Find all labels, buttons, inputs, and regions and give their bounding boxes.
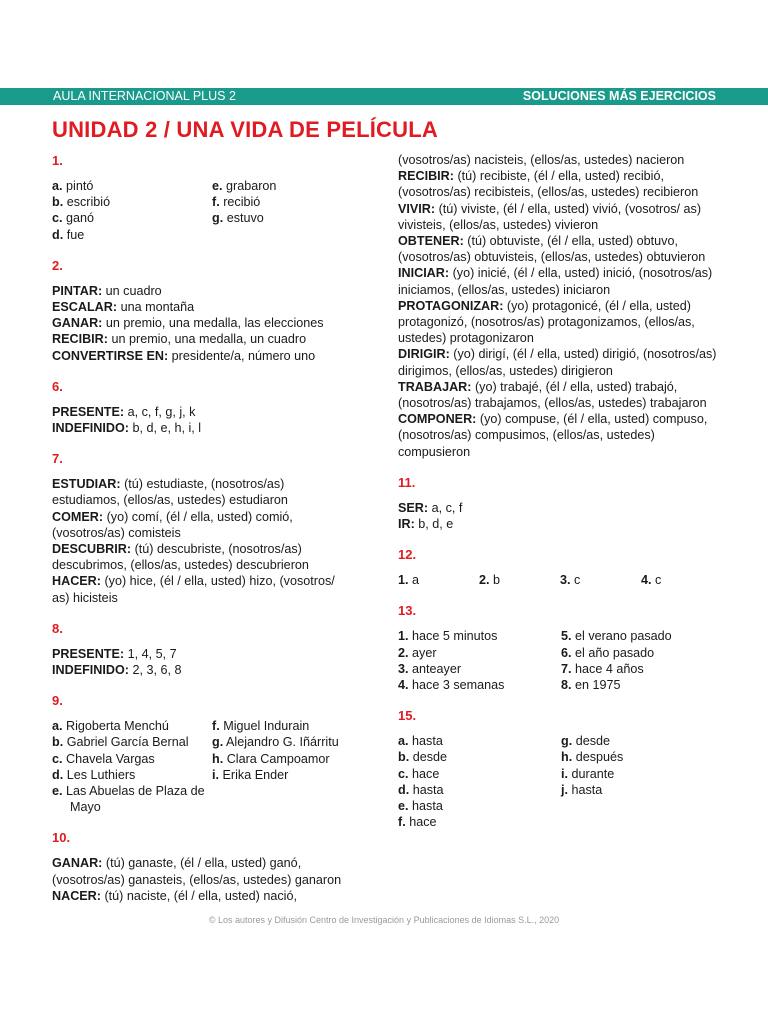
answer-line <box>52 888 367 904</box>
answer-label: a. <box>52 719 63 734</box>
answer-item <box>212 734 372 750</box>
answer-text: (yo) protagonicé, (él / ella, usted) protagonizó, (nosotros/as) protagonizamos, (ellos/as, ustedes) protagonizaron <box>398 298 695 346</box>
answer-label: j. <box>561 782 568 797</box>
answer-line <box>398 516 728 532</box>
answer-item <box>398 645 561 661</box>
section-title: SOLUCIONES MÁS EJERCICIOS <box>522 89 716 103</box>
answer-label: 8. <box>561 678 572 693</box>
answer-label: f. <box>212 195 220 210</box>
answer-text: el año pasado <box>575 645 655 660</box>
answer-text: ayer <box>412 645 437 660</box>
exercise-number: 8. <box>52 620 63 636</box>
answer-item <box>398 661 561 677</box>
answer-keyword: PRESENTE: <box>52 646 125 661</box>
answer-item <box>561 677 724 693</box>
answer-text: presidente/a, número uno <box>171 348 316 363</box>
answer-label: c. <box>52 751 63 766</box>
answer-text: hasta <box>412 734 443 749</box>
answer-keyword: DESCUBRIR: <box>52 542 132 557</box>
exercise-number: 13. <box>398 603 417 619</box>
answer-item <box>398 628 561 644</box>
answer-keyword: COMER: <box>52 509 104 524</box>
answer-label: 1. <box>398 573 409 588</box>
answer-line <box>52 404 372 420</box>
answer-line <box>52 646 372 662</box>
answer-text: (tú) ganaste, (él / ella, usted) ganó, (vosotros/as) ganasteis, (ellos/as, ustedes) ganaron <box>52 856 342 887</box>
answer-item <box>561 733 724 749</box>
answer-item <box>398 766 561 782</box>
answer-item <box>561 628 724 644</box>
answer-keyword: VIVIR: <box>398 201 436 216</box>
answer-keyword: GANAR: <box>52 856 103 871</box>
right-column <box>398 152 728 831</box>
answer-keyword: NACER: <box>52 888 101 903</box>
answer-text: Erika Ender <box>222 767 289 782</box>
answer-text: (yo) trabajé, (él / ella, usted) trabajó, (nosotros/as) trabajamos, (ellos/as, ustedes) trabajaron <box>398 379 707 411</box>
answer-text: ganó <box>66 211 95 226</box>
answer-text: a, c, f <box>431 500 463 515</box>
answer-label: a. <box>52 179 63 193</box>
answer-label: b. <box>52 735 64 750</box>
answer-item <box>212 178 372 194</box>
continued-text: (vosotros/as) nacisteis, (ellos/as, ustedes) nacieron <box>398 153 685 167</box>
exercise-number: 2. <box>52 257 63 273</box>
answer-keyword: DIRIGIR: <box>398 347 450 362</box>
answer-text: (yo) compuse, (él / ella, usted) compuso, (nosotros/as) compusimos, (ellos/as, ustedes) compusieron <box>398 412 708 459</box>
answer-keyword: PROTAGONIZAR: <box>398 298 504 313</box>
answer-item <box>398 798 561 814</box>
answer-line <box>52 420 372 436</box>
answer-item <box>398 814 561 830</box>
answer-keyword: PINTAR: <box>52 283 103 298</box>
answer-keyword: HACER: <box>52 574 101 589</box>
exercise-number: 1. <box>52 153 63 168</box>
answer-item <box>52 210 212 226</box>
page-title: UNIDAD 2 / UNA VIDA DE PELÍCULA <box>52 117 438 142</box>
answer-text: una montaña <box>120 300 195 315</box>
answer-item <box>52 178 212 194</box>
answer-text: (tú) recibiste, (él / ella, usted) recibió, (vosotros/as) recibisteis, (ellos/as, ustedes) recibieron <box>398 169 699 200</box>
answer-label: d. <box>52 767 64 782</box>
answer-text: (yo) inicié, (él / ella, usted) inició, (nosotros/as) iniciamos, (ellos/as, ustedes) iniciaron <box>398 266 713 297</box>
answer-keyword: ESCALAR: <box>52 300 118 315</box>
exercise-number: 10. <box>52 830 71 846</box>
answer-item <box>52 734 212 750</box>
answer-line <box>52 299 372 315</box>
answer-label: h. <box>212 751 224 766</box>
answer-label: f. <box>212 719 220 734</box>
answer-text: a, c, f, g, j, k <box>127 404 196 419</box>
answer-text: desde <box>575 734 611 749</box>
answer-label: f. <box>398 815 406 830</box>
answer-label: c. <box>398 766 409 781</box>
answer-label: i. <box>212 767 219 782</box>
answer-line <box>52 348 372 364</box>
answer-keyword: INICIAR: <box>398 266 450 281</box>
answer-item <box>641 572 722 588</box>
answer-item <box>561 645 724 661</box>
answer-text: Alejandro G. Iñárritu <box>226 735 339 750</box>
answer-text: grabaron <box>226 179 277 193</box>
answer-label: 4. <box>398 678 409 693</box>
answer-label: 6. <box>561 645 572 660</box>
answer-item <box>212 194 372 210</box>
answer-line <box>398 298 718 347</box>
answer-label: c. <box>52 211 63 226</box>
answer-item <box>52 767 212 783</box>
answer-keyword: GANAR: <box>52 316 103 331</box>
answer-text: después <box>575 750 624 765</box>
answer-item <box>398 782 561 798</box>
answer-line <box>52 662 372 678</box>
answer-text: hasta <box>412 799 443 814</box>
answers-grid <box>52 718 372 815</box>
answer-text: un premio, una medalla, un cuadro <box>111 332 307 347</box>
answer-label: b. <box>52 195 64 210</box>
answer-label: 2. <box>479 573 490 588</box>
answer-text: b, d, e <box>418 517 454 532</box>
answer-line <box>52 573 352 605</box>
answer-label: e. <box>52 784 63 799</box>
answer-text: c <box>574 573 581 588</box>
exercise-number: 6. <box>52 378 63 394</box>
answer-line <box>398 411 718 460</box>
answer-line <box>398 379 718 411</box>
answer-text: (tú) naciste, (él / ella, usted) nació, <box>104 888 297 903</box>
answer-text: Gabriel García Bernal <box>66 735 189 750</box>
answer-text: (tú) obtuviste, (él / ella, usted) obtuvo, (vosotros/as) obtuvisteis, (ellos/as, ustedes) obtuvieron <box>398 234 706 265</box>
answer-line <box>398 233 718 265</box>
answer-label: a. <box>398 734 409 749</box>
answer-item <box>561 782 724 798</box>
answer-label: 7. <box>561 661 572 676</box>
answer-text: hace 3 semanas <box>412 678 505 693</box>
answer-item <box>212 751 372 767</box>
answer-line <box>52 855 367 887</box>
answer-text: b, d, e, h, i, l <box>132 421 202 436</box>
answer-text: en 1975 <box>575 678 621 693</box>
answer-text: el verano pasado <box>575 629 672 644</box>
answer-text: fue <box>66 227 85 242</box>
answer-item <box>212 210 372 226</box>
answers-grid <box>398 572 728 588</box>
answer-text: estuvo <box>226 211 264 226</box>
exercise-number: 12. <box>398 547 417 563</box>
answer-label: 2. <box>398 645 409 660</box>
answer-item <box>398 733 561 749</box>
answer-item <box>212 718 372 734</box>
answer-item <box>479 572 560 588</box>
answer-text: (yo) dirigí, (él / ella, usted) dirigió, (nosotros/as) dirigimos, (ellos/as, ustedes) dirigieron <box>398 347 717 378</box>
answer-item <box>212 767 372 783</box>
answer-line <box>398 500 728 516</box>
answer-text: hace <box>412 766 440 781</box>
left-column <box>52 152 372 904</box>
answer-text: Miguel Indurain <box>223 719 310 734</box>
answer-text: anteayer <box>412 661 462 676</box>
answer-text: (tú) estudiaste, (nosotros/as) estudiamos, (ellos/as, ustedes) estudiaron <box>52 477 288 508</box>
answer-label: e. <box>398 799 409 814</box>
answer-text: (tú) viviste, (él / ella, usted) vivió, (vosotros/ as) vivisteis, (ellos/as, ustedes) vivieron <box>398 201 702 232</box>
answer-item <box>52 194 212 210</box>
answer-text: (yo) comí, (él / ella, usted) comió, (vosotros/as) comisteis <box>52 509 293 540</box>
copyright-footer: © Los autores y Difusión Centro de Investigación y Publicaciones de Idiomas S.L., 2020 <box>208 915 560 925</box>
answer-line <box>52 509 352 541</box>
answer-keyword: RECIBIR: <box>398 169 454 184</box>
answer-text: un cuadro <box>105 283 162 298</box>
answer-keyword: COMPONER: <box>398 412 477 427</box>
answers-grid <box>398 733 728 830</box>
answer-line <box>52 283 372 299</box>
answer-text: Chavela Vargas <box>66 751 155 766</box>
exercise-number: 9. <box>52 693 63 709</box>
answer-item <box>52 783 212 815</box>
answer-item <box>52 751 212 767</box>
answer-item <box>398 749 561 765</box>
answer-text: (tú) descubriste, (nosotros/as) descubrimos, (ellos/as, ustedes) descubrieron <box>52 542 309 573</box>
answer-label: i. <box>561 766 568 781</box>
answer-text: (yo) hice, (él / ella, usted) hizo, (vosotros/ as) hicisteis <box>52 574 335 605</box>
answer-text: Las Abuelas de Plaza de Mayo <box>66 784 205 815</box>
answer-label: e. <box>212 179 223 193</box>
answer-label: 3. <box>398 661 409 676</box>
answer-item <box>52 227 212 243</box>
answer-item <box>52 718 212 734</box>
answer-line <box>52 476 352 508</box>
answer-text: c <box>655 573 662 588</box>
answer-keyword: OBTENER: <box>398 234 464 249</box>
answer-label: g. <box>212 211 224 226</box>
answer-label: 1. <box>398 629 409 644</box>
answer-label: g. <box>212 735 224 750</box>
answer-label: 4. <box>641 573 652 588</box>
header-bar <box>0 88 768 105</box>
answers-grid <box>52 178 372 243</box>
answer-label: 3. <box>560 573 571 588</box>
answer-text: hace <box>409 815 437 830</box>
answer-line <box>52 331 372 347</box>
book-title: AULA INTERNACIONAL PLUS 2 <box>53 89 236 103</box>
answer-item <box>398 677 561 693</box>
answer-line <box>398 346 718 378</box>
answer-text: escribió <box>66 195 111 210</box>
answer-line <box>52 315 372 331</box>
answer-text: 1, 4, 5, 7 <box>127 646 177 661</box>
answer-item <box>561 749 724 765</box>
answer-line <box>52 541 352 573</box>
answer-text: durante <box>571 766 615 781</box>
answer-text: recibió <box>223 195 261 210</box>
answer-line <box>398 168 718 200</box>
exercise-number: 11. <box>398 474 416 490</box>
answer-text: hasta <box>571 782 603 797</box>
answer-keyword: PRESENTE: <box>52 404 125 419</box>
answer-item <box>561 661 724 677</box>
answer-text: hace 5 minutos <box>412 629 498 644</box>
answer-text: pintó <box>66 179 94 193</box>
answer-line <box>398 201 718 233</box>
exercise-number: 15. <box>398 708 417 724</box>
answer-keyword: INDEFINIDO: <box>52 663 129 678</box>
answer-keyword: CONVERTIRSE EN: <box>52 348 169 363</box>
exercise-number: 7. <box>52 451 63 467</box>
answer-line <box>398 265 718 297</box>
answer-keyword: IR: <box>398 517 415 532</box>
answer-text: a <box>412 573 420 588</box>
answer-text: Rigoberta Menchú <box>66 719 169 734</box>
answer-text: 2, 3, 6, 8 <box>132 663 182 678</box>
answer-keyword: ESTUDIAR: <box>52 477 121 492</box>
answer-text: hasta <box>412 782 444 797</box>
answer-keyword: SER: <box>398 500 429 515</box>
answer-keyword: RECIBIR: <box>52 332 108 347</box>
answer-keyword: INDEFINIDO: <box>52 421 129 436</box>
answer-text: b <box>493 573 501 588</box>
answer-text: Les Luthiers <box>66 767 136 782</box>
answer-label: g. <box>561 734 573 749</box>
answer-text: Clara Campoamor <box>226 751 330 766</box>
answer-label: d. <box>52 227 64 242</box>
answer-item <box>561 766 724 782</box>
answer-item <box>560 572 641 588</box>
answer-label: d. <box>398 782 410 797</box>
answer-label: 5. <box>561 629 572 644</box>
answer-label: b. <box>398 750 410 765</box>
answer-keyword: TRABAJAR: <box>398 379 472 394</box>
answer-text: un premio, una medalla, las elecciones <box>105 316 324 331</box>
answer-text: hace 4 años <box>575 661 644 676</box>
answer-text: desde <box>412 750 448 765</box>
answer-item <box>398 572 479 588</box>
answer-label: h. <box>561 750 573 765</box>
answers-grid <box>398 628 728 693</box>
